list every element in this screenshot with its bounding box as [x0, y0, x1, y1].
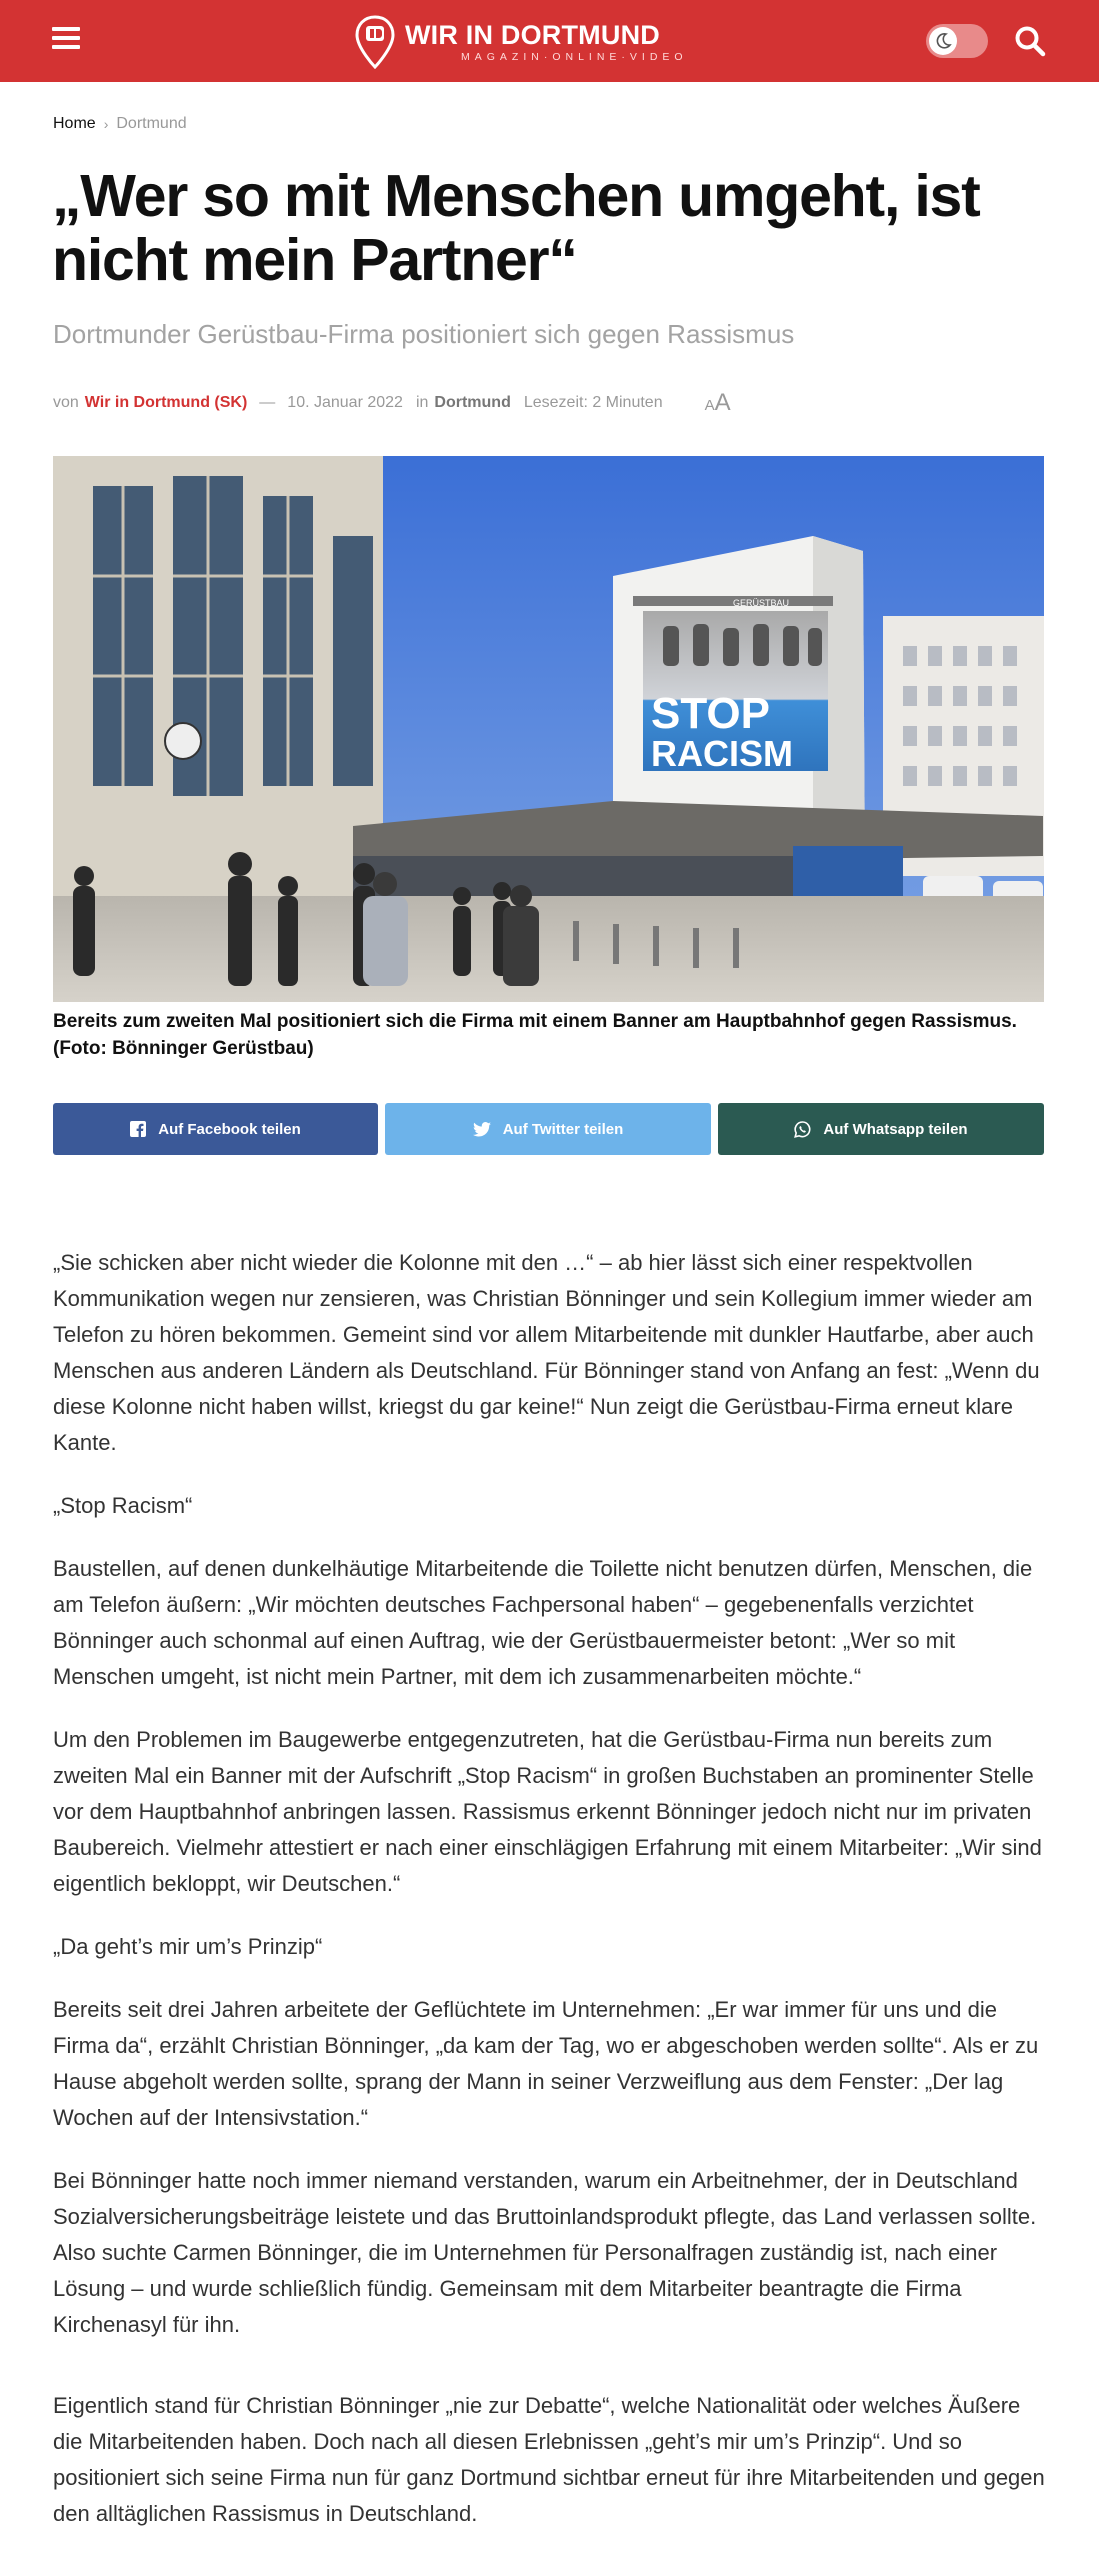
breadcrumb-category-link[interactable]: Dortmund	[116, 115, 187, 132]
hero-photo	[53, 456, 1044, 1002]
whatsapp-icon	[794, 1121, 811, 1138]
logo-subtitle: MAGAZIN·ONLINE·VIDEO	[461, 50, 688, 63]
by-label: von	[53, 394, 79, 411]
article-paragraph: Um den Problemen im Baugewerbe entgegenzutreten, hat die Gerüstbau-Firma nun bereits zum zweiten Mal ein Banner mit der Aufschrift „Stop Racism“ in großen Buchstaben an prominenter Stelle vor dem Hauptbahnhof anbringen lassen. Rassismus erkennt Bönninger jedoch nicht nur im privaten Baubereich. Vielmehr attestiert er nach einer einschlägigen Erfahrung mit einem Mitarbeiter: „Wir sind eigentlich bekloppt, wir Deutschen.“	[53, 1727, 1042, 1896]
share-twitter-button[interactable]	[385, 1103, 711, 1155]
article-title: „Wer so mit Menschen umgeht, ist nicht mein Partner“	[52, 163, 980, 293]
search-icon[interactable]	[1014, 25, 1046, 57]
article-meta	[53, 389, 731, 417]
article-paragraph: Eigentlich stand für Christian Bönninger „nie zur Debatte“, welche Nationalität oder welches Äußere die Mitarbeitenden haben. Doch nach all diesen Erlebnissen „geht’s mir um’s Prinzip“. Und so positioniert sich seine Firma nun für ganz Dortmund sichtbar erneut für ihre Mitarbeitenden und gegen den alltäglichen Rassismus in Deutschland.	[53, 2393, 1045, 2526]
share-twitter-label: Auf Twitter teilen	[502, 1120, 624, 1138]
moon-icon	[934, 32, 952, 50]
article-paragraph: Bereits seit drei Jahren arbeitete der Geflüchtete im Unternehmen: „Er war immer für uns und die Firma da“, erzählt Christian Bönninger, „da kam der Tag, wo er abgeschoben werden sollte“. Als er zu Hause abgeholt werden sollte, sprang der Mann in seiner Verzweiflung aus dem Fenster: „Der lag Wochen auf der Intensivstation.“	[53, 1997, 1039, 2130]
facebook-icon	[130, 1121, 146, 1137]
font-size-toggle[interactable]	[705, 389, 731, 417]
article-subheading: „Stop Racism“	[53, 1493, 193, 1518]
read-time: Lesezeit: 2 Minuten	[523, 394, 663, 411]
site-header	[0, 0, 1099, 82]
breadcrumb	[53, 115, 187, 133]
article-body	[53, 1245, 1053, 2559]
hero-image	[53, 456, 1044, 1002]
image-caption: Bereits zum zweiten Mal positioniert sich die Firma mit einem Banner am Hauptbahnhof gegen Rassismus. (Foto: Bönninger Gerüstbau)	[53, 1011, 1017, 1059]
breadcrumb-home-link[interactable]: Home	[53, 115, 96, 132]
toggle-knob	[929, 27, 957, 55]
category-link[interactable]: Dortmund	[434, 394, 511, 411]
logo-title: WIR IN DORTMUND	[405, 19, 660, 50]
in-label: in	[415, 394, 429, 411]
twitter-icon	[473, 1122, 491, 1137]
share-whatsapp-button[interactable]	[718, 1103, 1044, 1155]
publish-date: 10. Januar 2022	[287, 394, 403, 411]
author-link[interactable]: Wir in Dortmund (SK)	[84, 394, 248, 411]
article-subheading: „Da geht’s mir um’s Prinzip“	[53, 1934, 323, 1959]
banner-text-stop: STOP	[651, 689, 771, 738]
font-big-icon: A	[714, 389, 731, 416]
banner-text-racism: RACISM	[651, 733, 793, 774]
chevron-right-icon: ›	[103, 116, 109, 132]
font-small-icon: A	[704, 397, 715, 414]
article-paragraph: „Sie schicken aber nicht wieder die Kolonne mit den …“ – ab hier lässt sich einer respektvollen Kommunikation wegen nur zensieren, was Christian Bönninger und sein Kollegium immer wieder am Telefon zu hören bekommen. Gemeint sind vor allem Mitarbeitende mit dunkler Hautfarbe, aber auch Menschen aus anderen Ländern als Deutschland. Für Bönninger stand von Anfang an fest: „Wenn du diese Kolonne nicht haben willst, kriegst du gar keine!“ Nun zeigt die Gerüstbau-Firma erneut klare Kante.	[53, 1250, 1040, 1455]
meta-separator: —	[259, 394, 276, 411]
article-subtitle: Dortmunder Gerüstbau-Firma positioniert sich gegen Rassismus	[53, 319, 795, 349]
hamburger-icon[interactable]	[52, 27, 80, 49]
site-logo[interactable]	[355, 14, 688, 70]
share-facebook-button[interactable]	[53, 1103, 378, 1155]
building-sign-text: GERÜSTBAU	[733, 598, 790, 608]
share-facebook-label: Auf Facebook teilen	[158, 1120, 301, 1138]
article-paragraph: Bei Bönninger hatte noch immer niemand verstanden, warum ein Arbeitnehmer, der in Deutschland Sozialversicherungsbeiträge leistete und das Bruttoinlandsprodukt pflegte, das Land verlassen sollte. Also suchte Carmen Bönninger, die im Unternehmen für Personalfragen zuständig ist, nach einer Lösung – und wurde schließlich fündig. Gemeinsam mit dem Mitarbeiter beantragte die Firma Kirchenasyl für ihn.	[53, 2168, 1037, 2337]
darkmode-toggle[interactable]	[926, 24, 988, 58]
share-whatsapp-label: Auf Whatsapp teilen	[823, 1120, 968, 1138]
logo-pin-icon	[355, 15, 395, 69]
article-paragraph: Baustellen, auf denen dunkelhäutige Mitarbeitende die Toilette nicht benutzen dürfen, Menschen, die am Telefon äußern: „Wir möchten deutsches Fachpersonal haben“ – gegebenenfalls verzichtet Bönninger auch schonmal auf einen Auftrag, wie der Gerüstbauermeister betont: „Wer so mit Menschen umgeht, ist nicht mein Partner, mit dem ich zusammenarbeiten möchte.“	[53, 1556, 1033, 1689]
